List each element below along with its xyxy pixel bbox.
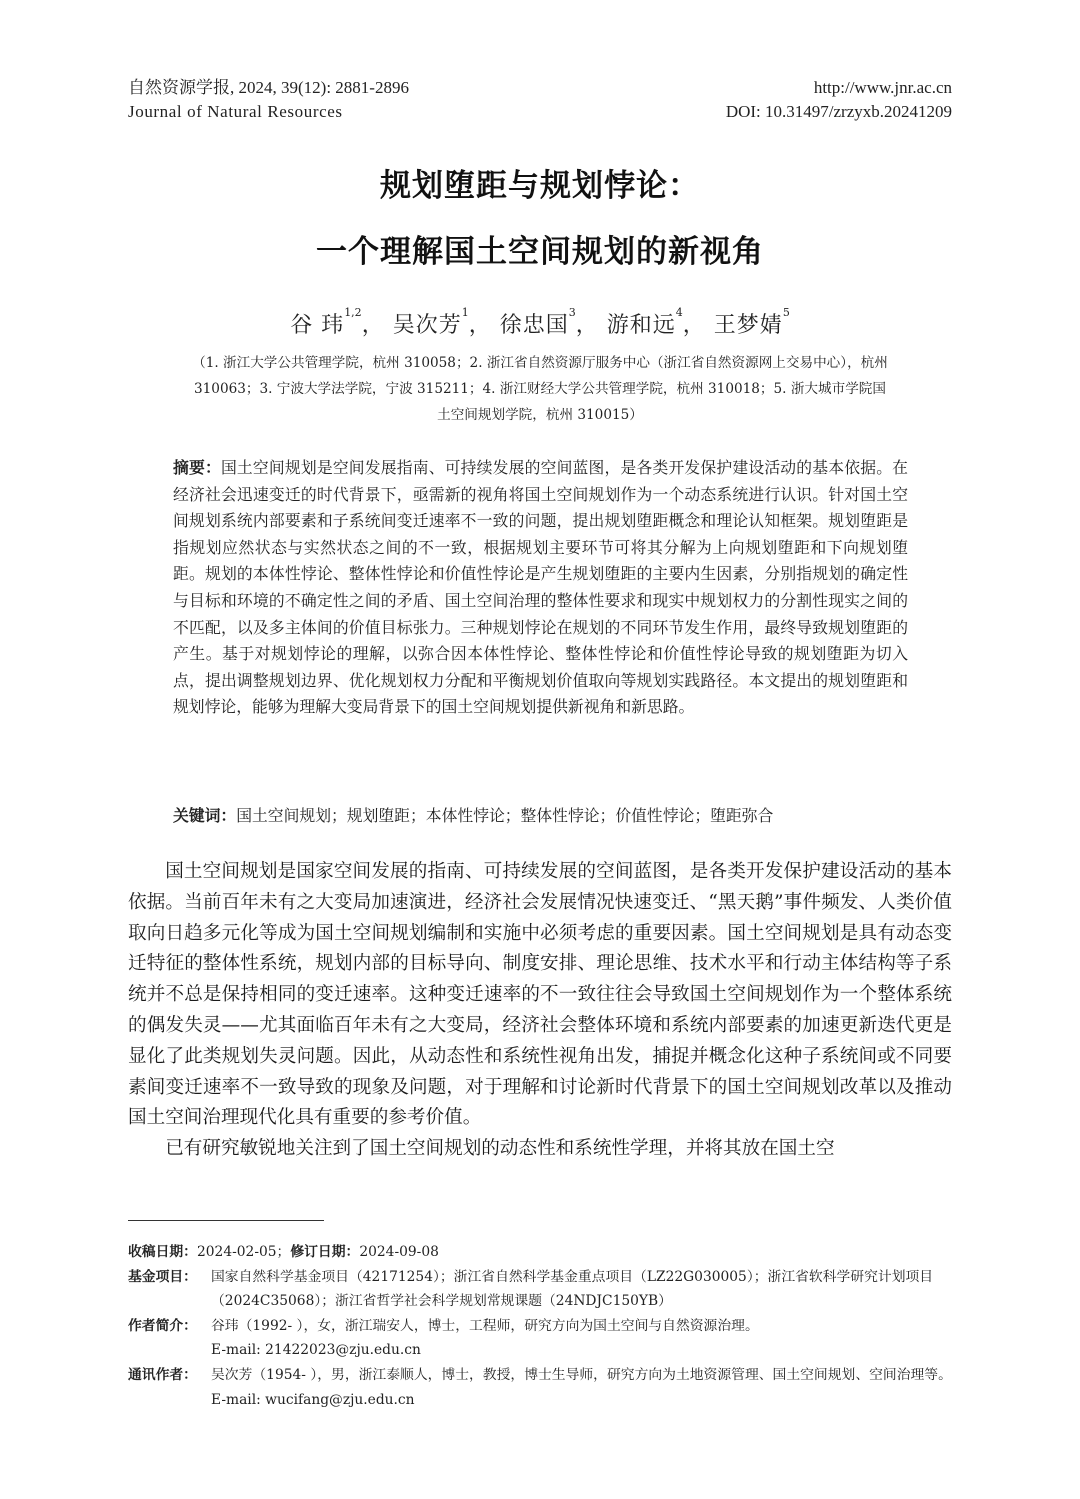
paper-title-line2: 一个理解国土空间规划的新视角 — [316, 234, 764, 270]
body-paragraph: 已有研究敏锐地关注到了国土空间规划的动态性和系统性学理，并将其放在国土空 — [165, 1138, 835, 1160]
author: 谷 玮$^{1,2}$ — [290, 306, 362, 338]
author-list: 谷 玮$^{1,2}$， 吴次芳$^1$， 徐忠国$^3$， 游和远$^4$， 王梦婧$^5$ — [290, 306, 790, 338]
abstract-text: 国土空间规划是空间发展指南、可持续发展的空间蓝图，是各类开发保护建设活动的基本依据。在经济社会迅速变迁的时代背景下，亟需新的视角将国土空间规划作为一个动态系统进行认识。针对国土空间规划系统内部要素和子系统间变迁速率不一致的问题，提出规划堕距概念和理论认知框架。规划堕距是指规划应然状态与实然状态之间的不一致，根据规划主要环节可将其分解为上向规划堕距和下向规划堕距。规划的本体性悖论、整体性悖论和价值性悖论是产生规划堕距的主要内生因素，分别指规划的确定性与目标和环境的不确定性之间的矛盾、国土空间治理的整体性要求和现实中规划权力的分割性现实之间的不匹配，以及多主体间的价值目标张力。三种规划悖论在规划的不同环节发生作用，最终导致规划堕距的产生。基于对规划悖论的理解，以弥合因本体性悖论、整体性悖论和价值性悖论导致的规划堕距为切入点，提出调整规划边界、优化规划权力分配和平衡规划价值取向等规划实践路径。本文提出的规划堕距和规划悖论，能够为理解大变局背景下的国土空间规划提供新视角和新思路。 — [173, 458, 908, 717]
abstract-label: 摘要： — [173, 458, 221, 477]
keywords-label: 关键词： — [173, 806, 237, 825]
author: 吴次芳$^1$ — [392, 306, 469, 338]
body-paragraph: 国土空间规划是国家空间发展的指南、可持续发展的空间蓝图，是各类开发保护建设活动的基本依据。当前百年未有之大变局加速演进，经济社会发展情况快速变迁、“黑天鹅”事件频发、人类价值取向日趋多元化等成为国土空间规划编制和实施中必须考虑的重要因素。国土空间规划是具有动态变迁特征的整体性系统，规划内部的目标导向、制度安排、理论思维、技术水平和行动主体结构等子系统并不总是保持相同的变迁速率。这种变迁速率的不一致往往会导致国土空间规划作为一个整体系统的偶发失灵——尤其面临百年未有之大变局，经济社会整体环境和系统内部要素的加速更新迭代更是显化了此类规划失灵问题。因此，从动态性和系统性视角出发，捕捉并概念化这种子系统间或不同要素间变迁速率不一致导致的现象及问题，对于理解和讨论新时代背景下的国土空间规划改革以及推动国土空间治理现代化具有重要的参考价值。 — [128, 861, 952, 1129]
bio-email[interactable]: E-mail: 21422023@zju.edu.cn — [211, 1342, 421, 1359]
journal-url[interactable]: http://www.jnr.ac.cn — [813, 78, 952, 97]
corresponding-text: 吴次芳（1954- ），男，浙江泰顺人，博士，教授，博士生导师，研究方向为土地资源管理、国土空间规划、空间治理等。E-mail: wucifang@zju.edu.cn — [211, 1366, 952, 1408]
bio-row — [128, 1314, 952, 1363]
received-label: 收稿日期： — [128, 1244, 197, 1260]
author: 徐忠国$^3$ — [499, 306, 576, 338]
revised-date: 2024-09-08 — [359, 1244, 439, 1260]
abstract — [173, 455, 908, 721]
footnotes — [128, 1240, 952, 1412]
bio-label: 作者简介： — [128, 1317, 197, 1334]
body-text — [128, 857, 952, 1165]
fund-row — [128, 1265, 952, 1314]
revised-label: 修订日期： — [290, 1244, 360, 1260]
author: 游和远$^4$ — [606, 306, 683, 338]
footnote-divider — [128, 1220, 324, 1221]
affiliations: （1. 浙江大学公共管理学院，杭州 310058；2. 浙江省自然资源厅服务中心（浙江省自然资源网上交易中心），杭州 310063；3. 宁波大学法学院，宁波 315211；4. 浙江财经大学公共管理学院，杭州 310018；5. 浙大城市学院国土空间规划学院，杭州 310015） — [192, 355, 888, 423]
fund-label: 基金项目： — [128, 1268, 197, 1285]
journal-citation: 自然资源学报, 2024, 39(12): 2881-2896 — [128, 78, 409, 97]
author: 王梦婧$^5$ — [713, 306, 790, 338]
keywords-text: 国土空间规划；规划堕距；本体性悖论；整体性悖论；价值性悖论；堕距弥合 — [236, 806, 774, 825]
paper-title-line1: 规划堕距与规划悖论： — [380, 168, 700, 204]
doi[interactable]: DOI: 10.31497/zrzyxb.20241209 — [725, 102, 952, 121]
corresponding-row — [128, 1363, 952, 1412]
bio-text: 谷玮（1992- ），女，浙江瑞安人，博士，工程师，研究方向为国土空间与自然资源治理。 — [211, 1317, 759, 1334]
received-date: 2024-02-05； — [196, 1244, 291, 1260]
keywords — [173, 803, 908, 829]
fund-text: 国家自然科学基金项目（42171254）；浙江省自然科学基金重点项目（LZ22G030005）；浙江省软科学研究计划项目（2024C35068）；浙江省哲学社会科学规划常规课题（24NDJC150YB） — [211, 1268, 934, 1310]
corresponding-label: 通讯作者： — [128, 1366, 197, 1383]
dates-row — [128, 1240, 952, 1265]
journal-name: Journal of Natural Resources — [128, 102, 343, 121]
